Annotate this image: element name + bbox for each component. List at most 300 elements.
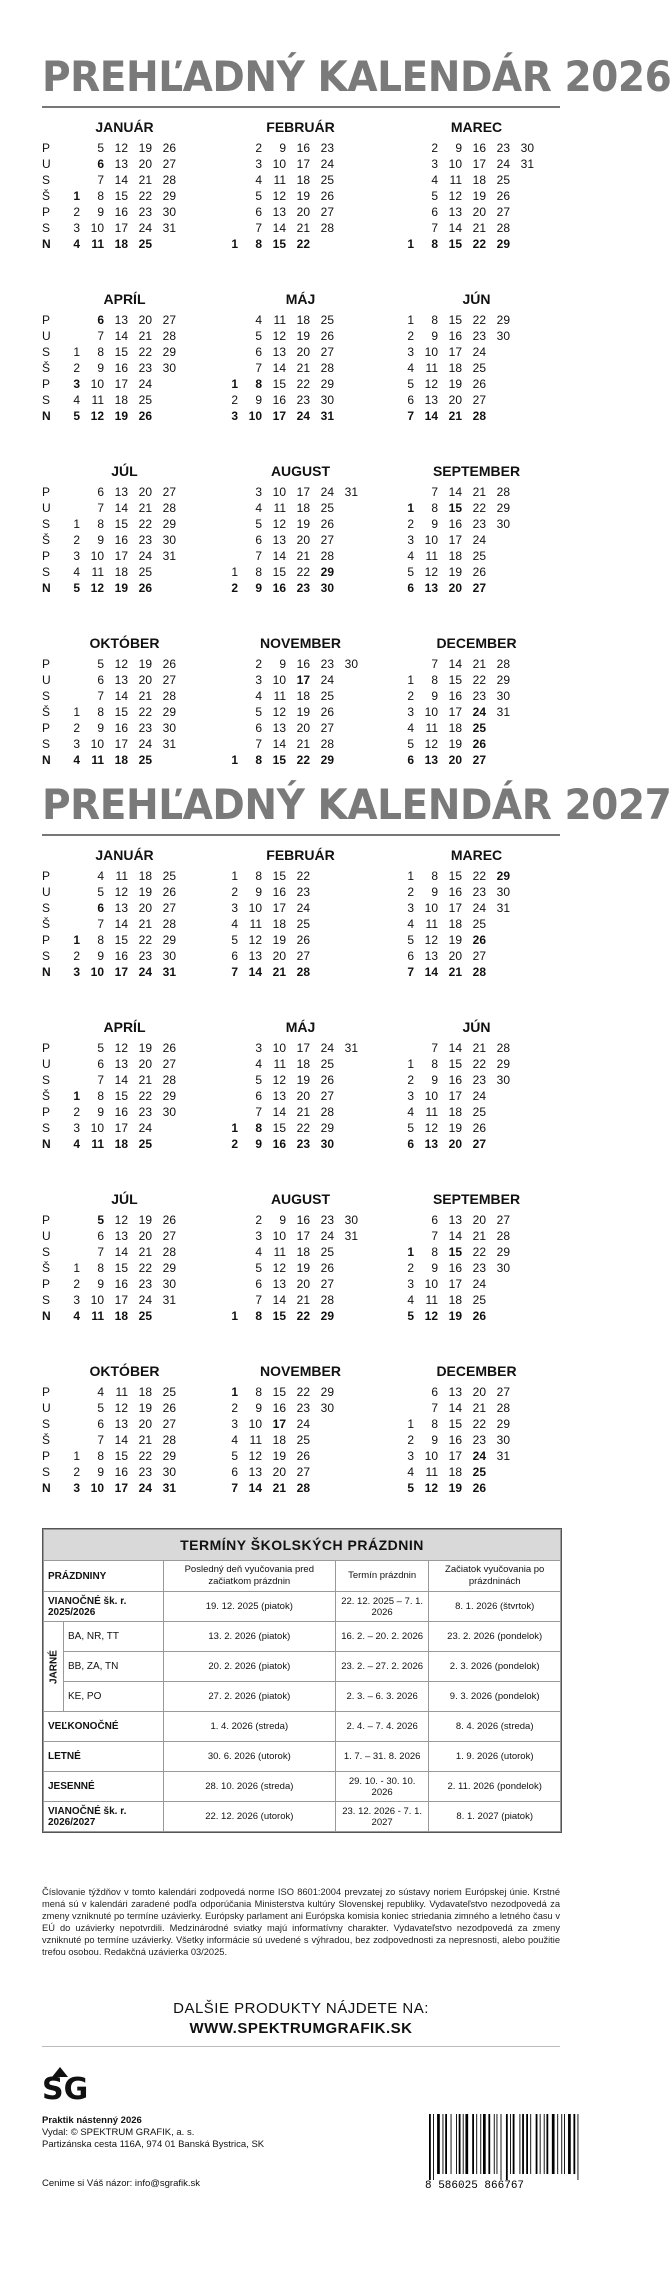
day-cell: 22 bbox=[472, 501, 486, 515]
day-cell: 8 bbox=[255, 869, 262, 883]
day-cell: 17 bbox=[114, 377, 128, 391]
day-cell: 11 bbox=[425, 1105, 438, 1119]
day-cell: 25 bbox=[138, 565, 152, 579]
day-cell: 29 bbox=[162, 1089, 176, 1103]
day-cell: 1 bbox=[73, 345, 80, 359]
day-cell: 5 bbox=[407, 933, 414, 947]
row-last-day: 1. 4. 2026 (streda) bbox=[163, 1712, 335, 1742]
day-cell: 14 bbox=[272, 1293, 286, 1307]
day-cell: 28 bbox=[162, 1433, 176, 1447]
day-cell: 5 bbox=[407, 565, 414, 579]
row-label: BB, ZA, TN bbox=[64, 1652, 164, 1682]
day-cell: 6 bbox=[407, 581, 414, 595]
day-cell: 23 bbox=[472, 329, 486, 343]
day-cell: 18 bbox=[114, 753, 128, 767]
day-cell: 16 bbox=[114, 205, 128, 219]
day-cell: 23 bbox=[472, 517, 486, 531]
day-cell: 30 bbox=[162, 1277, 176, 1291]
website-link[interactable]: WWW.SPEKTRUMGRAFIK.SK bbox=[189, 2020, 413, 2037]
weekday-label: S bbox=[42, 1245, 51, 1259]
day-cell: 31 bbox=[320, 409, 334, 423]
day-cell: 11 bbox=[449, 173, 462, 187]
day-cell: 17 bbox=[272, 409, 286, 423]
day-cell: 17 bbox=[448, 533, 462, 547]
day-cell: 3 bbox=[73, 1481, 80, 1495]
day-cell: 30 bbox=[496, 1433, 510, 1447]
day-cell: 13 bbox=[272, 721, 286, 735]
day-cell: 1 bbox=[231, 1309, 238, 1323]
barcode-bar bbox=[564, 2114, 565, 2174]
day-cell: 10 bbox=[90, 965, 104, 979]
day-cell: 29 bbox=[496, 869, 510, 883]
day-cell: 14 bbox=[272, 549, 286, 563]
barcode-bar bbox=[526, 2114, 528, 2174]
day-cell: 6 bbox=[97, 1229, 104, 1243]
day-cell: 27 bbox=[472, 393, 486, 407]
day-cell: 27 bbox=[162, 1417, 176, 1431]
weekday-label: N bbox=[42, 1309, 51, 1323]
day-cell: 21 bbox=[138, 689, 152, 703]
day-cell: 4 bbox=[255, 1057, 262, 1071]
day-cell: 23 bbox=[320, 657, 334, 671]
day-cell: 10 bbox=[272, 673, 286, 687]
weekday-label: P bbox=[42, 721, 51, 735]
day-cell: 2 bbox=[73, 1105, 80, 1119]
day-cell: 17 bbox=[448, 1089, 462, 1103]
day-cell: 27 bbox=[472, 581, 486, 595]
day-cell: 5 bbox=[255, 1073, 262, 1087]
day-cell: 13 bbox=[114, 485, 128, 499]
day-cell: 24 bbox=[320, 485, 334, 499]
day-cell: 29 bbox=[320, 1309, 334, 1323]
day-cell: 24 bbox=[138, 1121, 152, 1135]
day-cell: 22 bbox=[296, 1121, 310, 1135]
barcode-bar bbox=[476, 2114, 477, 2174]
day-cell: 26 bbox=[296, 1449, 310, 1463]
day-cell: 9 bbox=[97, 361, 104, 375]
day-cell: 15 bbox=[114, 705, 128, 719]
barcode-number: 8 586025 866767 bbox=[425, 2180, 525, 2192]
day-cell: 21 bbox=[472, 1229, 486, 1243]
day-cell: 16 bbox=[296, 141, 310, 155]
day-cell: 29 bbox=[162, 933, 176, 947]
day-cell: 10 bbox=[424, 1449, 438, 1463]
day-cell: 28 bbox=[320, 549, 334, 563]
day-cell: 27 bbox=[320, 533, 334, 547]
day-cell: 20 bbox=[272, 1465, 286, 1479]
day-cell: 18 bbox=[272, 1433, 286, 1447]
day-cell: 21 bbox=[296, 549, 310, 563]
day-cell: 14 bbox=[114, 1245, 128, 1259]
day-cell: 4 bbox=[407, 549, 414, 563]
day-cell: 3 bbox=[407, 345, 414, 359]
day-cell: 31 bbox=[162, 1293, 176, 1307]
day-cell: 12 bbox=[424, 1481, 438, 1495]
day-cell: 29 bbox=[162, 345, 176, 359]
day-cell: 5 bbox=[231, 933, 238, 947]
address: Partizánska cesta 116A, 974 01 Banská Bystrica, SK bbox=[42, 2139, 265, 2150]
day-cell: 12 bbox=[114, 1041, 128, 1055]
day-cell: 11 bbox=[91, 393, 104, 407]
day-cell: 11 bbox=[273, 689, 286, 703]
day-cell: 26 bbox=[496, 189, 510, 203]
row-term: 2. 3. – 6. 3. 2026 bbox=[335, 1682, 429, 1712]
month-name: JÚN bbox=[462, 1019, 491, 1035]
day-cell: 28 bbox=[162, 917, 176, 931]
day-cell: 16 bbox=[448, 689, 462, 703]
day-cell: 9 bbox=[279, 657, 286, 671]
day-cell: 15 bbox=[114, 933, 128, 947]
day-cell: 4 bbox=[73, 753, 80, 767]
day-cell: 22 bbox=[138, 1261, 152, 1275]
day-cell: 8 bbox=[255, 237, 262, 251]
month-august bbox=[218, 462, 383, 600]
barcode-bar bbox=[561, 2114, 562, 2174]
day-cell: 14 bbox=[114, 501, 128, 515]
day-cell: 15 bbox=[272, 565, 286, 579]
day-cell: 24 bbox=[496, 157, 510, 171]
day-cell: 18 bbox=[114, 1137, 128, 1151]
day-cell: 5 bbox=[431, 189, 438, 203]
month-name: JÚL bbox=[111, 463, 138, 479]
day-cell: 19 bbox=[448, 1121, 462, 1135]
day-cell: 11 bbox=[273, 1245, 286, 1259]
weekday-label: P bbox=[42, 1105, 51, 1119]
day-cell: 31 bbox=[496, 1449, 510, 1463]
day-cell: 29 bbox=[162, 189, 176, 203]
day-cell: 28 bbox=[162, 501, 176, 515]
day-cell: 23 bbox=[296, 885, 310, 899]
day-cell: 14 bbox=[424, 409, 438, 423]
day-cell: 17 bbox=[272, 901, 286, 915]
weekday-label: Š bbox=[42, 1433, 51, 1447]
day-cell: 4 bbox=[255, 1245, 262, 1259]
day-cell: 7 bbox=[97, 329, 104, 343]
day-cell: 4 bbox=[255, 689, 262, 703]
weekday-label: Š bbox=[42, 1089, 51, 1103]
day-cell: 30 bbox=[320, 1137, 334, 1151]
row-last-day: 30. 6. 2026 (utorok) bbox=[163, 1742, 335, 1772]
day-cell: 21 bbox=[138, 1073, 152, 1087]
day-cell: 7 bbox=[407, 409, 414, 423]
day-cell: 10 bbox=[448, 157, 462, 171]
day-cell: 5 bbox=[231, 1449, 238, 1463]
day-cell: 29 bbox=[320, 1121, 334, 1135]
day-cell: 15 bbox=[448, 501, 462, 515]
school-holidays-table bbox=[42, 1528, 562, 1833]
day-cell: 17 bbox=[448, 901, 462, 915]
day-cell: 25 bbox=[472, 549, 486, 563]
day-cell: 14 bbox=[114, 1073, 128, 1087]
month-marec bbox=[394, 118, 559, 256]
day-cell: 6 bbox=[97, 485, 104, 499]
day-cell: 18 bbox=[448, 361, 462, 375]
day-cell: 14 bbox=[448, 221, 462, 235]
row-term: 29. 10. - 30. 10. 2026 bbox=[335, 1772, 429, 1802]
day-cell: 9 bbox=[97, 1105, 104, 1119]
day-cell: 2 bbox=[231, 1401, 238, 1415]
day-cell: 11 bbox=[273, 1057, 286, 1071]
day-cell: 27 bbox=[320, 1089, 334, 1103]
day-cell: 29 bbox=[496, 237, 510, 251]
day-cell: 11 bbox=[273, 501, 286, 515]
day-cell: 13 bbox=[272, 205, 286, 219]
day-cell: 14 bbox=[448, 657, 462, 671]
barcode-bar bbox=[497, 2114, 498, 2174]
row-term: 2. 4. – 7. 4. 2026 bbox=[335, 1712, 429, 1742]
day-cell: 19 bbox=[138, 1213, 152, 1227]
day-cell: 27 bbox=[320, 1277, 334, 1291]
day-cell: 23 bbox=[472, 689, 486, 703]
day-cell: 8 bbox=[431, 313, 438, 327]
day-cell: 31 bbox=[162, 549, 176, 563]
weekday-label: U bbox=[42, 673, 51, 687]
day-cell: 5 bbox=[255, 189, 262, 203]
day-cell: 18 bbox=[448, 917, 462, 931]
row-term: 1. 7. – 31. 8. 2026 bbox=[335, 1742, 429, 1772]
day-cell: 11 bbox=[91, 1137, 104, 1151]
day-cell: 10 bbox=[90, 737, 104, 751]
day-cell: 14 bbox=[272, 1105, 286, 1119]
day-cell: 18 bbox=[296, 313, 310, 327]
day-cell: 11 bbox=[425, 361, 438, 375]
day-cell: 25 bbox=[320, 313, 334, 327]
day-cell: 27 bbox=[162, 1229, 176, 1243]
day-cell: 3 bbox=[407, 533, 414, 547]
day-cell: 17 bbox=[448, 1449, 462, 1463]
day-cell: 8 bbox=[431, 1245, 438, 1259]
day-cell: 24 bbox=[320, 1229, 334, 1243]
day-cell: 14 bbox=[424, 965, 438, 979]
day-cell: 7 bbox=[431, 657, 438, 671]
day-cell: 9 bbox=[97, 949, 104, 963]
month-jún bbox=[394, 290, 559, 428]
day-cell: 9 bbox=[97, 205, 104, 219]
day-cell: 27 bbox=[162, 157, 176, 171]
day-cell: 4 bbox=[231, 917, 238, 931]
day-cell: 17 bbox=[272, 1417, 286, 1431]
day-cell: 16 bbox=[448, 1261, 462, 1275]
day-cell: 25 bbox=[138, 393, 152, 407]
day-cell: 6 bbox=[255, 1277, 262, 1291]
day-cell: 24 bbox=[472, 901, 486, 915]
weekday-label: N bbox=[42, 753, 51, 767]
day-cell: 23 bbox=[138, 361, 152, 375]
day-cell: 10 bbox=[272, 1041, 286, 1055]
day-cell: 23 bbox=[472, 1261, 486, 1275]
day-cell: 4 bbox=[255, 501, 262, 515]
day-cell: 29 bbox=[496, 1057, 510, 1071]
day-cell: 10 bbox=[272, 1229, 286, 1243]
day-cell: 7 bbox=[255, 549, 262, 563]
barcode-bar bbox=[519, 2114, 520, 2174]
day-cell: 13 bbox=[114, 1057, 128, 1071]
weekday-label: P bbox=[42, 377, 51, 391]
day-cell: 2 bbox=[407, 1433, 414, 1447]
day-cell: 20 bbox=[138, 1417, 152, 1431]
day-cell: 20 bbox=[448, 1137, 462, 1151]
month-name: MAREC bbox=[450, 847, 503, 863]
day-cell: 30 bbox=[496, 329, 510, 343]
month-marec bbox=[394, 846, 559, 984]
day-cell: 10 bbox=[272, 157, 286, 171]
month-december bbox=[394, 634, 559, 772]
day-cell: 11 bbox=[249, 1433, 262, 1447]
day-cell: 27 bbox=[162, 673, 176, 687]
day-cell: 13 bbox=[114, 901, 128, 915]
day-cell: 14 bbox=[272, 737, 286, 751]
day-cell: 6 bbox=[407, 1137, 414, 1151]
day-cell: 10 bbox=[424, 1277, 438, 1291]
day-cell: 4 bbox=[431, 173, 438, 187]
day-cell: 9 bbox=[431, 689, 438, 703]
day-cell: 22 bbox=[296, 237, 310, 251]
day-cell: 25 bbox=[472, 1465, 486, 1479]
day-cell: 9 bbox=[431, 1433, 438, 1447]
day-cell: 16 bbox=[448, 1073, 462, 1087]
day-cell: 5 bbox=[407, 1121, 414, 1135]
day-cell: 17 bbox=[114, 965, 128, 979]
barcode-bar bbox=[494, 2114, 495, 2174]
day-cell: 7 bbox=[255, 361, 262, 375]
day-cell: 6 bbox=[407, 753, 414, 767]
day-cell: 23 bbox=[472, 1073, 486, 1087]
day-cell: 6 bbox=[255, 1089, 262, 1103]
weekday-label: Š bbox=[42, 533, 51, 547]
day-cell: 7 bbox=[231, 1481, 238, 1495]
day-cell: 22 bbox=[472, 237, 486, 251]
day-cell: 21 bbox=[472, 221, 486, 235]
month-name: FEBRUÁR bbox=[266, 847, 335, 863]
day-cell: 29 bbox=[320, 377, 334, 391]
day-cell: 24 bbox=[472, 1089, 486, 1103]
month-name: SEPTEMBER bbox=[432, 1191, 521, 1207]
day-cell: 5 bbox=[97, 141, 104, 155]
day-cell: 4 bbox=[407, 721, 414, 735]
day-cell: 27 bbox=[162, 1057, 176, 1071]
day-cell: 16 bbox=[114, 1105, 128, 1119]
day-cell: 18 bbox=[138, 1385, 152, 1399]
day-cell: 1 bbox=[73, 1089, 80, 1103]
row-label: JESENNÉ bbox=[44, 1772, 164, 1802]
barcode-bar bbox=[480, 2114, 481, 2174]
row-start: 2. 3. 2026 (pondelok) bbox=[429, 1652, 561, 1682]
day-cell: 1 bbox=[231, 1385, 238, 1399]
weekday-label: Š bbox=[42, 189, 51, 203]
day-cell: 3 bbox=[255, 1041, 262, 1055]
day-cell: 11 bbox=[425, 721, 438, 735]
day-cell: 2 bbox=[231, 393, 238, 407]
day-cell: 17 bbox=[114, 737, 128, 751]
day-cell: 8 bbox=[255, 753, 262, 767]
day-cell: 10 bbox=[424, 705, 438, 719]
day-cell: 6 bbox=[431, 1213, 438, 1227]
day-cell: 24 bbox=[138, 1481, 152, 1495]
day-cell: 6 bbox=[97, 1057, 104, 1071]
day-cell: 12 bbox=[114, 141, 128, 155]
weekday-label: P bbox=[42, 933, 51, 947]
day-cell: 3 bbox=[73, 1121, 80, 1135]
day-cell: 6 bbox=[97, 1417, 104, 1431]
day-cell: 22 bbox=[296, 565, 310, 579]
weekday-label: N bbox=[42, 1481, 51, 1495]
day-cell: 28 bbox=[162, 329, 176, 343]
day-cell: 13 bbox=[272, 345, 286, 359]
day-cell: 7 bbox=[431, 1229, 438, 1243]
barcode-bar bbox=[451, 2114, 452, 2174]
barcode-bar bbox=[488, 2114, 490, 2174]
day-cell: 31 bbox=[344, 485, 358, 499]
month-name: OKTÓBER bbox=[89, 635, 160, 651]
day-cell: 30 bbox=[496, 885, 510, 899]
day-cell: 20 bbox=[296, 345, 310, 359]
day-cell: 3 bbox=[73, 221, 80, 235]
day-cell: 19 bbox=[272, 933, 286, 947]
day-cell: 11 bbox=[91, 237, 104, 251]
day-cell: 5 bbox=[97, 657, 104, 671]
day-cell: 28 bbox=[496, 1041, 510, 1055]
day-cell: 28 bbox=[320, 361, 334, 375]
day-cell: 3 bbox=[407, 705, 414, 719]
weekday-label: P bbox=[42, 869, 51, 883]
day-cell: 27 bbox=[162, 313, 176, 327]
day-cell: 9 bbox=[255, 1137, 262, 1151]
day-cell: 18 bbox=[296, 173, 310, 187]
day-cell: 12 bbox=[272, 189, 286, 203]
jarne-label: JARNÉ bbox=[44, 1622, 64, 1712]
row-last-day: 27. 2. 2026 (piatok) bbox=[163, 1682, 335, 1712]
day-cell: 8 bbox=[255, 1121, 262, 1135]
day-cell: 9 bbox=[255, 1401, 262, 1415]
day-cell: 16 bbox=[448, 517, 462, 531]
day-cell: 5 bbox=[97, 1213, 104, 1227]
month-september bbox=[394, 462, 559, 600]
day-cell: 17 bbox=[114, 1293, 128, 1307]
day-cell: 21 bbox=[272, 965, 286, 979]
day-cell: 18 bbox=[296, 1057, 310, 1071]
weekday-label: S bbox=[42, 173, 51, 187]
day-cell: 26 bbox=[162, 1401, 176, 1415]
day-cell: 17 bbox=[114, 549, 128, 563]
weekday-label: U bbox=[42, 1401, 51, 1415]
weekday-label: S bbox=[42, 901, 51, 915]
weekday-label: N bbox=[42, 237, 51, 251]
day-cell: 26 bbox=[320, 189, 334, 203]
weekday-label: N bbox=[42, 1137, 51, 1151]
day-cell: 21 bbox=[296, 1105, 310, 1119]
day-cell: 12 bbox=[90, 409, 104, 423]
day-cell: 23 bbox=[296, 1401, 310, 1415]
day-cell: 28 bbox=[496, 221, 510, 235]
month-name: APRÍL bbox=[103, 291, 146, 307]
day-cell: 15 bbox=[448, 1245, 462, 1259]
day-cell: 17 bbox=[296, 1229, 310, 1243]
weekday-label: P bbox=[42, 141, 51, 155]
day-cell: 4 bbox=[97, 869, 104, 883]
day-cell: 12 bbox=[248, 933, 262, 947]
day-cell: 15 bbox=[114, 1261, 128, 1275]
day-cell: 18 bbox=[138, 869, 152, 883]
day-cell: 15 bbox=[114, 189, 128, 203]
imprint bbox=[42, 2115, 342, 2151]
day-cell: 14 bbox=[114, 1433, 128, 1447]
day-cell: 30 bbox=[162, 205, 176, 219]
day-cell: 5 bbox=[73, 409, 80, 423]
table-title: TERMÍNY ŠKOLSKÝCH PRÁZDNIN bbox=[44, 1530, 561, 1561]
day-cell: 25 bbox=[496, 173, 510, 187]
weekday-label: P bbox=[42, 313, 51, 327]
day-cell: 13 bbox=[114, 313, 128, 327]
